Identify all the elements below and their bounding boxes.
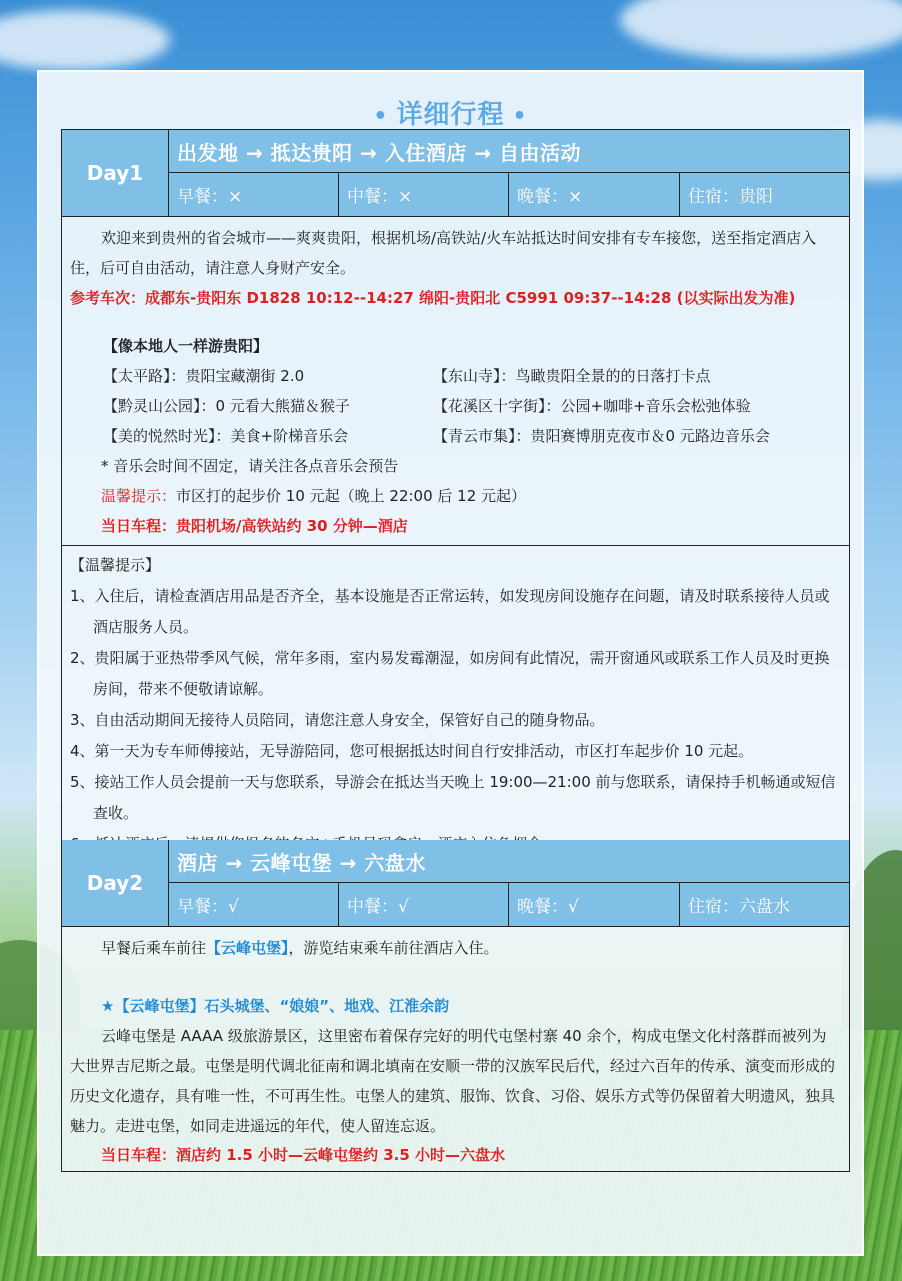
spot-description: 云峰屯堡是 AAAA 级旅游景区，这里密布着保存完好的明代屯堡村寨 40 余个，构成屯堡文化村落群而被列为大世界吉尼斯之最。屯堡是明代调北征南和调北填南在安顺一带的汉族军民后代，经过六百年的传承、演变而形成的历史文化遗存，具有唯一性，不可再生性。屯堡人的建筑、服饰、饮食、习俗、娱乐方式等仍保留着大明遗风，独具魅力。走进屯堡，如同走进遥远的年代，使人留连忘返。 bbox=[70, 1027, 836, 1135]
spot-title: ★【云峰屯堡】石头城堡、“娘娘”、地戏、江淮余韵 bbox=[101, 997, 450, 1015]
warm-tip-item: 1、入住后，请检查酒店用品是否齐全，基本设施是否正常运转，如发现房间设施存在问题，请及时联系接待人员或酒店服务人员。 bbox=[70, 587, 830, 636]
lodging-cell: 住宿：贵阳 bbox=[680, 173, 849, 216]
warm-tip-item: 5、接站工作人员会提前一天与您联系，导游会在抵达当天晚上 19:00—21:00 前与您联系，请保持手机畅通或短信查收。 bbox=[70, 773, 836, 822]
tip-label: 温馨提示： bbox=[101, 487, 177, 505]
lunch-cell: 中餐：× bbox=[339, 173, 509, 216]
spot-item: 【黔灵山公园】：0 元看大熊猫＆猴子 bbox=[103, 397, 350, 415]
day1-tip bbox=[70, 481, 841, 511]
day2-meals bbox=[169, 883, 849, 926]
spot-item: 【青云市集】：贵阳赛博朋克夜市＆0 元路边音乐会 bbox=[433, 427, 770, 445]
day1-label: Day1 bbox=[62, 130, 169, 216]
intro-text: 早餐后乘车前往 bbox=[101, 939, 207, 957]
day2-drive: 当日车程：酒店约 1.5 小时—云峰屯堡约 3.5 小时—六盘水 bbox=[101, 1146, 506, 1164]
warm-tip-item: 2、贵阳属于亚热带季风气候，常年多雨，室内易发霉潮湿，如房间有此情况，需开窗通风或联系工作人员及时更换房间，带来不便敬请谅解。 bbox=[70, 649, 830, 698]
day1-drive: 当日车程：贵阳机场/高铁站约 30 分钟—酒店 bbox=[101, 517, 408, 535]
intro-highlight: 【云峰屯堡】 bbox=[206, 939, 289, 957]
day2-header bbox=[62, 840, 849, 927]
local-title: 【像本地人一样游贵阳】 bbox=[103, 337, 269, 355]
day1-intro: 欢迎来到贵州的省会城市——爽爽贵阳，根据机场/高铁站/火车站抵达时间安排有专车接您，送至指定酒店入住，后可自由活动，请注意人身财产安全。 bbox=[70, 229, 817, 277]
cloud bbox=[0, 10, 170, 70]
breakfast-cell: 早餐：× bbox=[169, 173, 339, 216]
day2-table bbox=[61, 840, 850, 1172]
day1-table bbox=[61, 129, 850, 863]
lodging-cell: 住宿：六盘水 bbox=[680, 883, 849, 926]
day1-body bbox=[62, 217, 849, 545]
intro-text: ，游览结束乘车前往酒店入住。 bbox=[288, 939, 499, 957]
music-note: * 音乐会时间不固定，请关注各点音乐会预告 bbox=[101, 457, 399, 475]
dinner-cell: 晚餐：× bbox=[509, 173, 680, 216]
spot-item: 【花溪区十字街】：公园+咖啡+音乐会松弛体验 bbox=[433, 397, 751, 415]
warm-tip-item: 3、自由活动期间无接待人员陪同，请您注意人身安全，保管好自己的随身物品。 bbox=[70, 711, 605, 729]
day2-label: Day2 bbox=[62, 840, 169, 926]
spot-item: 【太平路】：贵阳宝藏潮街 2.0 bbox=[103, 367, 305, 385]
day1-train: 参考车次：成都东-贵阳东 D1828 10:12--14:27 绵阳-贵阳北 C5991 09:37--14:28 (以实际出发为准) bbox=[70, 289, 796, 307]
day2-body bbox=[62, 927, 849, 1171]
day2-route: 酒店 → 云峰屯堡 → 六盘水 bbox=[169, 840, 849, 883]
itinerary-panel bbox=[37, 70, 864, 1256]
warm-tips bbox=[62, 545, 849, 862]
day2-intro bbox=[70, 933, 841, 963]
day1-header bbox=[62, 130, 849, 217]
page-title-text: 详细行程 bbox=[396, 100, 505, 130]
spot-row bbox=[70, 421, 841, 451]
tip-text: 市区打的起步价 10 元起（晚上 22:00 后 12 元起） bbox=[176, 487, 527, 505]
spot-row bbox=[70, 361, 841, 391]
spot-item: 【美的悦然时光】：美食+阶梯音乐会 bbox=[103, 427, 349, 445]
title-dot: • bbox=[512, 104, 528, 129]
spot-item: 【东山寺】：鸟瞰贵阳全景的的日落打卡点 bbox=[433, 367, 711, 385]
spot-row bbox=[70, 391, 841, 421]
cloud bbox=[620, 0, 902, 60]
title-dot: • bbox=[373, 104, 389, 129]
warm-tip-item: 4、第一天为专车师傅接站，无导游陪同，您可根据抵达时间自行安排活动，市区打车起步价 10 元起。 bbox=[70, 742, 754, 760]
day1-meals bbox=[169, 173, 849, 216]
page-title bbox=[39, 94, 862, 131]
lunch-cell: 中餐：√ bbox=[339, 883, 509, 926]
warm-tips-title: 【温馨提示】 bbox=[70, 556, 161, 574]
breakfast-cell: 早餐：√ bbox=[169, 883, 339, 926]
day1-route: 出发地 → 抵达贵阳 → 入住酒店 → 自由活动 bbox=[169, 130, 849, 173]
dinner-cell: 晚餐：√ bbox=[509, 883, 680, 926]
